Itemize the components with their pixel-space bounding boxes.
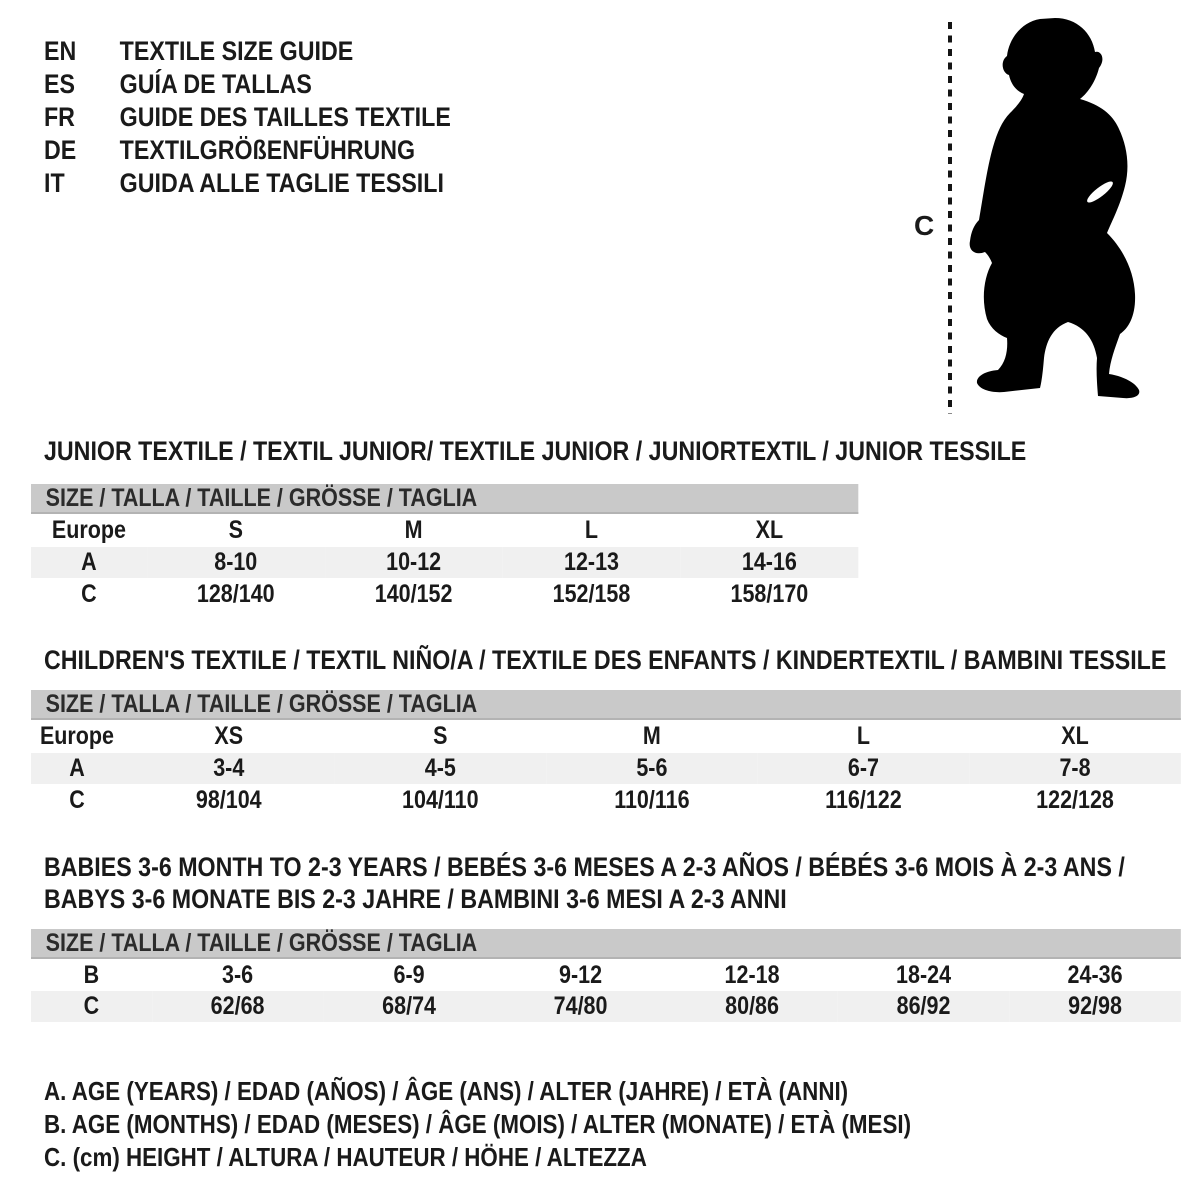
size-value: 68/74 (323, 991, 494, 1022)
language-row (44, 36, 353, 66)
table-row (31, 547, 858, 578)
size-value: 98/104 (195, 785, 262, 814)
language-title: GUIDE DES TAILLES TEXTILE (119, 102, 451, 132)
language-row (44, 69, 312, 99)
language-code: DE (44, 135, 77, 165)
size-value: 3-6 (222, 960, 254, 989)
size-value: 7-8 (969, 753, 1181, 784)
size-value: 128/140 (196, 579, 275, 608)
height-measure-label: C (914, 210, 935, 241)
size-value: 12-13 (503, 547, 681, 578)
row-label: Europe (39, 722, 115, 750)
children-size-table (31, 690, 1181, 816)
size-value: 9-12 (559, 960, 603, 989)
size-value: XL (1061, 722, 1089, 750)
size-value: S (228, 516, 243, 544)
junior-table-grid (31, 514, 858, 610)
size-value: M (642, 722, 661, 750)
toddler-silhouette-icon (970, 18, 1140, 398)
size-value: XL (755, 516, 784, 544)
table-row (31, 720, 1181, 753)
legend-line-a: A. AGE (YEARS) / EDAD (AÑOS) / ÂGE (ANS) / ALTER (JAHRE) / ETÀ (ANNI) (44, 1076, 849, 1106)
size-value: 116/122 (825, 785, 902, 814)
size-value: 4-5 (335, 753, 547, 784)
size-value: 6-7 (758, 753, 970, 784)
table-row (31, 784, 1181, 816)
size-value: L (856, 722, 871, 750)
babies-size-table (31, 929, 1181, 1022)
language-code: FR (44, 102, 75, 132)
size-value: 24-36 (1067, 960, 1123, 989)
size-value: 3-4 (123, 753, 335, 784)
children-table-grid (31, 720, 1181, 816)
language-title: GUÍA DE TALLAS (119, 69, 312, 99)
size-value: 92/98 (1009, 991, 1181, 1022)
size-value: 18-24 (896, 960, 952, 989)
size-value: 12-18 (724, 960, 780, 989)
junior-section-title: JUNIOR TEXTILE / TEXTIL JUNIOR/ TEXTILE JUNIOR / JUNIORTEXTIL / JUNIOR TESSILE (44, 436, 1027, 466)
row-label: B (83, 960, 100, 989)
language-code: ES (44, 69, 75, 99)
language-title: TEXTILGRÖßENFÜHRUNG (119, 135, 416, 165)
size-value: 10-12 (325, 547, 503, 578)
size-value: S (433, 722, 448, 750)
size-value: 140/152 (374, 579, 453, 608)
size-value: L (584, 516, 599, 544)
row-label: C (31, 991, 152, 1022)
size-value: 86/92 (838, 991, 1009, 1022)
babies-table-grid (31, 959, 1181, 1022)
row-label: C (81, 579, 97, 608)
size-value: 6-9 (393, 960, 425, 989)
language-title: TEXTILE SIZE GUIDE (119, 36, 354, 66)
language-row (44, 102, 451, 132)
size-value: M (404, 516, 423, 544)
language-code: EN (44, 36, 77, 66)
size-value: 14-16 (680, 547, 858, 578)
size-value: 8-10 (147, 547, 325, 578)
size-value: 5-6 (546, 753, 758, 784)
table-row (31, 514, 858, 547)
size-value: 104/110 (402, 785, 479, 814)
junior-size-table (31, 484, 858, 610)
size-value: 80/86 (666, 991, 837, 1022)
language-row (44, 135, 415, 165)
table-row (31, 578, 858, 610)
language-row (44, 168, 444, 198)
babies-table-header-band: SIZE / TALLA / TAILLE / GRÖSSE / TAGLIA (31, 929, 1181, 959)
children-section-title: CHILDREN'S TEXTILE / TEXTIL NIÑO/A / TEXTILE DES ENFANTS / KINDERTEXTIL / BAMBINI TESSILE (44, 645, 1167, 675)
size-value: 122/128 (1036, 785, 1114, 814)
size-value: 152/158 (552, 579, 631, 608)
junior-table-header-band: SIZE / TALLA / TAILLE / GRÖSSE / TAGLIA (31, 484, 858, 514)
legend-line-c: C. (cm) HEIGHT / ALTURA / HAUTEUR / HÖHE / ALTEZZA (44, 1142, 647, 1172)
row-label: C (69, 785, 85, 814)
table-row (31, 991, 1181, 1022)
language-code: IT (44, 168, 65, 198)
language-title: GUIDA ALLE TAGLIE TESSILI (119, 168, 444, 198)
table-row (31, 753, 1181, 784)
row-label: A (31, 753, 123, 784)
row-label: Europe (51, 516, 126, 544)
children-table-header-band: SIZE / TALLA / TAILLE / GRÖSSE / TAGLIA (31, 690, 1181, 720)
size-value: 62/68 (152, 991, 323, 1022)
table-row (31, 959, 1181, 991)
size-value: 74/80 (495, 991, 666, 1022)
size-value: 158/170 (730, 579, 809, 608)
babies-section-title-line1: BABIES 3-6 MONTH TO 2-3 YEARS / BEBÉS 3-6 MESES A 2-3 AÑOS / BÉBÉS 3-6 MOIS À 2-3 ANS / (44, 852, 1125, 882)
row-label: A (31, 547, 147, 578)
legend-line-b: B. AGE (MONTHS) / EDAD (MESES) / ÂGE (MOIS) / ALTER (MONATE) / ETÀ (MESI) (44, 1109, 912, 1139)
size-value: 110/116 (614, 785, 690, 814)
babies-section-title-line2: BABYS 3-6 MONATE BIS 2-3 JAHRE / BAMBINI 3-6 MESI A 2-3 ANNI (44, 884, 787, 914)
size-value: XS (214, 722, 244, 750)
